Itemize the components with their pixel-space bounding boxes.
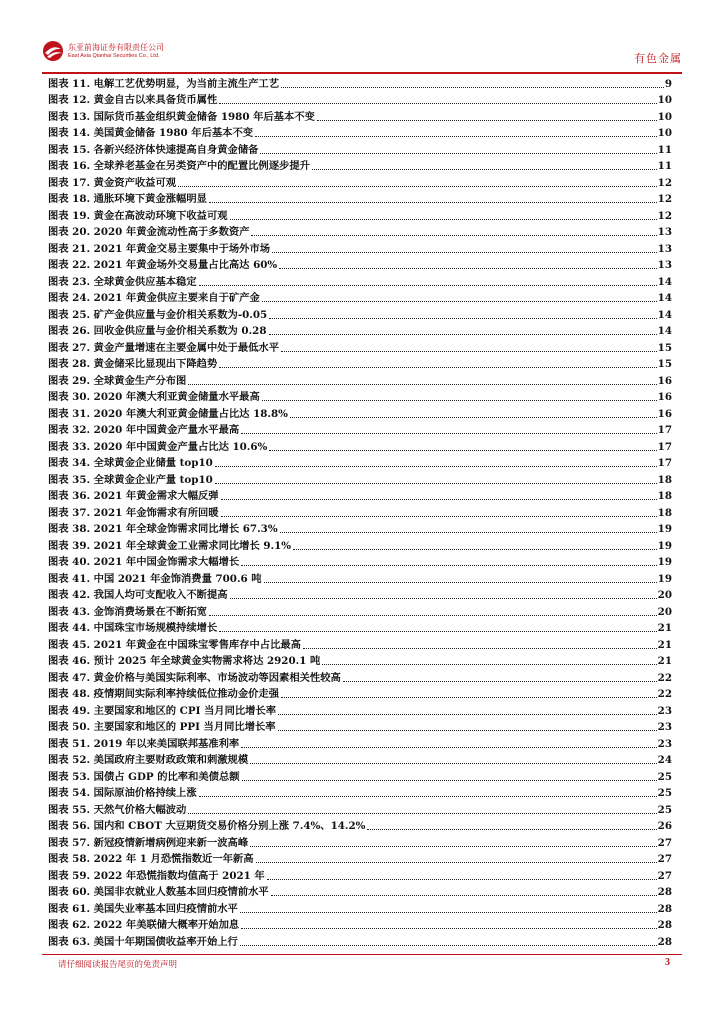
toc-entry-page: 21 [657, 655, 672, 667]
toc-entry-label: 图表 39. 2021 年全球黄金工业需求同比增长 9.1% [48, 539, 292, 552]
toc-entry-label: 图表 18. 通胀环境下黄金涨幅明显 [48, 193, 207, 205]
toc-dot-leader [221, 499, 657, 500]
toc-dot-leader [303, 648, 657, 649]
toc-dot-leader [219, 631, 656, 632]
toc-dot-leader [312, 169, 657, 170]
toc-entry-label: 图表 41. 中国 2021 年金饰消费量 700.6 吨 [48, 572, 262, 585]
toc-entry-label: 图表 14. 美国黄金储备 1980 年后基本不变 [48, 127, 254, 139]
toc-entry[interactable] [48, 932, 672, 949]
toc-entry[interactable] [48, 619, 672, 636]
toc-entry[interactable] [48, 685, 672, 702]
toc-entry-page: 22 [657, 688, 672, 700]
toc-dot-leader [278, 714, 657, 715]
toc-entry-label: 图表 63. 美国十年期国债收益率开始上行 [48, 935, 238, 948]
toc-dot-leader [322, 664, 656, 665]
toc-entry[interactable] [48, 899, 672, 916]
toc-entry-page: 27 [657, 869, 672, 882]
toc-dot-leader [199, 796, 657, 797]
toc-dot-leader [250, 763, 657, 764]
toc-entry[interactable] [48, 157, 672, 174]
toc-entry-page: 10 [657, 127, 672, 139]
toc-dot-leader [256, 862, 657, 863]
toc-entry[interactable] [48, 883, 672, 900]
toc-dot-leader [230, 598, 657, 599]
toc-entry-page: 15 [657, 341, 672, 354]
toc-entry-page: 23 [657, 737, 672, 750]
toc-entry[interactable] [48, 256, 672, 273]
toc-entry-label: 图表 21. 2021 年黄金交易主要集中于场外市场 [48, 242, 271, 255]
toc-dot-leader [241, 747, 656, 748]
toc-entry[interactable] [48, 751, 672, 768]
toc-entry-page: 28 [657, 902, 672, 915]
toc-entry-label: 图表 46. 预计 2025 年全球黄金实物需求将达 2920.1 吨 [48, 655, 321, 667]
toc-entry-page: 19 [657, 556, 672, 568]
toc-entry[interactable] [48, 371, 672, 388]
toc-entry-label: 图表 23. 全球黄金供应基本稳定 [48, 275, 197, 288]
toc-entry[interactable] [48, 586, 672, 603]
toc-entry-label: 图表 17. 黄金资产收益可观 [48, 176, 177, 189]
toc-dot-leader [281, 87, 664, 88]
toc-entry-label: 图表 59. 2022 年恐慌指数均值高于 2021 年 [48, 869, 265, 882]
toc-dot-leader [260, 153, 656, 154]
toc-entry[interactable] [48, 833, 672, 850]
toc-entry-page: 23 [657, 721, 672, 733]
toc-entry-page: 19 [657, 539, 672, 552]
toc-entry-page: 22 [657, 671, 672, 684]
toc-entry-label: 图表 44. 中国珠宝市场规模持续增长 [48, 622, 218, 634]
toc-entry-page: 14 [657, 308, 672, 321]
toc-entry[interactable] [48, 652, 672, 669]
toc-entry[interactable] [48, 734, 672, 751]
toc-entry-label: 图表 20. 2020 年黄金流动性高于多数资产 [48, 226, 250, 238]
toc-entry-page: 18 [657, 490, 672, 502]
toc-entry-label: 图表 32. 2020 年中国黄金产量水平最高 [48, 424, 240, 436]
toc-entry-page: 11 [657, 160, 672, 172]
footer-divider [42, 954, 682, 955]
toc-entry-label: 图表 52. 美国政府主要财政政策和刺激规模 [48, 754, 249, 766]
company-name-cn: 东亚前海证券有限责任公司 [68, 43, 164, 52]
toc-entry-label: 图表 25. 矿产金供应量与金价相关系数为-0.05 [48, 308, 268, 321]
toc-entry-label: 图表 24. 2021 年黄金供应主要来自于矿产金 [48, 292, 260, 304]
toc-entry[interactable] [48, 91, 672, 108]
toc-entry-page: 25 [657, 770, 672, 783]
toc-dot-leader [241, 433, 656, 434]
toc-entry[interactable] [48, 338, 672, 355]
toc-entry-page: 23 [657, 704, 672, 717]
toc-entry-page: 18 [657, 473, 672, 486]
toc-entry-label: 图表 57. 新冠疫情新增病例迎来新一波高峰 [48, 836, 249, 849]
toc-dot-leader [188, 813, 656, 814]
toc-dot-leader [240, 912, 657, 913]
toc-entry-label: 图表 40. 2021 年中国金饰需求大幅增长 [48, 556, 240, 568]
toc-dot-leader [293, 549, 657, 550]
toc-entry-label: 图表 19. 黄金在高波动环境下收益可观 [48, 209, 228, 222]
toc-entry[interactable] [48, 140, 672, 157]
toc-entry-page: 10 [657, 110, 672, 123]
toc-entry[interactable] [48, 602, 672, 619]
toc-dot-leader [242, 780, 657, 781]
toc-entry[interactable] [48, 355, 672, 372]
toc-dot-leader [367, 829, 656, 830]
toc-entry-label: 图表 28. 黄金储采比显现出下降趋势 [48, 358, 218, 370]
toc-entry-page: 20 [657, 605, 672, 618]
toc-entry-label: 图表 58. 2022 年 1 月恐慌指数近一年新高 [48, 853, 254, 865]
toc-entry[interactable] [48, 916, 672, 933]
toc-entry-page: 12 [657, 176, 672, 189]
toc-entry-page: 11 [657, 143, 672, 156]
toc-entry[interactable] [48, 173, 672, 190]
toc-entry-label: 图表 62. 2022 年美联储大概率开始加息 [48, 919, 240, 931]
toc-entry[interactable] [48, 800, 672, 817]
toc-dot-leader [251, 235, 656, 236]
toc-entry[interactable] [48, 272, 672, 289]
toc-dot-leader [279, 268, 656, 269]
toc-entry-page: 17 [657, 424, 672, 436]
toc-entry-page: 27 [657, 853, 672, 865]
company-name-en: East Asia Qianhai Securities Co., Ltd. [68, 53, 160, 59]
toc-entry[interactable] [48, 107, 672, 124]
toc-entry-label: 图表 53. 国债占 GDP 的比率和美债总额 [48, 770, 240, 783]
toc-entry-page: 16 [657, 374, 672, 387]
toc-entry-label: 图表 45. 2021 年黄金在中国珠宝零售库存中占比最高 [48, 638, 301, 651]
toc-entry[interactable] [48, 536, 672, 553]
toc-entry-label: 图表 31. 2020 年澳大利亚黄金储量占比达 18.8% [48, 407, 288, 420]
toc-entry[interactable] [48, 223, 672, 240]
toc-entry-label: 图表 12. 黄金自古以来具备货币属性 [48, 94, 218, 106]
toc-entry-label: 图表 34. 全球黄金企业储量 top10 [48, 457, 213, 469]
toc-entry[interactable] [48, 124, 672, 141]
company-logo-icon [42, 40, 64, 62]
toc-dot-leader [281, 697, 657, 698]
toc-dot-leader [215, 483, 657, 484]
toc-entry-page: 24 [657, 754, 672, 766]
toc-entry[interactable] [48, 784, 672, 801]
toc-entry-page: 19 [657, 572, 672, 585]
toc-entry-label: 图表 43. 金饰消费场景在不断拓宽 [48, 605, 207, 618]
toc-entry-label: 图表 13. 国际货币基金组织黄金储备 1980 年后基本不变 [48, 110, 315, 123]
toc-entry-page: 21 [657, 638, 672, 651]
toc-entry-label: 图表 60. 美国非农就业人数基本回归疫情前水平 [48, 886, 269, 898]
sector-label: 有色金属 [634, 52, 682, 65]
toc-entry[interactable] [48, 866, 672, 883]
toc-dot-leader [215, 466, 657, 467]
toc-entry[interactable] [48, 305, 672, 322]
toc-entry-label: 图表 54. 国际原油价格持续上涨 [48, 787, 197, 799]
toc-dot-leader [178, 186, 657, 187]
toc-entry-page: 16 [657, 391, 672, 403]
toc-entry-page: 15 [657, 358, 672, 370]
toc-entry-page: 14 [657, 325, 672, 337]
toc-entry[interactable] [48, 74, 672, 91]
toc-entry-page: 12 [657, 193, 672, 205]
toc-entry-label: 图表 15. 各新兴经济体快速提高自身黄金储备 [48, 143, 259, 156]
toc-entry-page: 13 [657, 242, 672, 255]
toc-dot-leader [267, 879, 657, 880]
toc-dot-leader [199, 285, 657, 286]
toc-dot-leader [290, 417, 657, 418]
toc-entry[interactable] [48, 487, 672, 504]
toc-dot-leader [280, 532, 657, 533]
toc-dot-leader [269, 318, 656, 319]
toc-entry-page: 19 [657, 523, 672, 535]
toc-entry-page: 14 [657, 275, 672, 288]
toc-entry[interactable] [48, 454, 672, 471]
company-logo [42, 36, 202, 66]
toc-entry-label: 图表 22. 2021 年黄金场外交易量占比高达 60% [48, 259, 278, 271]
toc-entry[interactable] [48, 503, 672, 520]
toc-dot-leader [241, 928, 656, 929]
toc-entry-page: 27 [657, 836, 672, 849]
toc-entry-label: 图表 27. 黄金产量增速在主要金属中处于最低水平 [48, 341, 280, 354]
toc-dot-leader [221, 516, 657, 517]
toc-entry[interactable] [48, 569, 672, 586]
toc-entry-label: 图表 42. 我国人均可支配收入不断提高 [48, 589, 228, 601]
toc-entry-label: 图表 16. 全球养老基金在另类资产中的配置比例逐步提升 [48, 160, 310, 172]
toc-entry-page: 28 [657, 886, 672, 898]
toc-dot-leader [240, 945, 657, 946]
toc-dot-leader [262, 400, 657, 401]
disclaimer-text: 请仔细阅读报告尾页的免责声明 [58, 960, 178, 970]
toc-entry-page: 25 [657, 803, 672, 816]
toc-dot-leader [271, 895, 657, 896]
toc-entry[interactable] [48, 701, 672, 718]
toc-dot-leader [269, 450, 656, 451]
toc-entry[interactable] [48, 470, 672, 487]
toc-entry-page: 14 [657, 292, 672, 304]
toc-entry[interactable] [48, 553, 672, 570]
toc-entry-page: 26 [657, 820, 672, 832]
toc-entry[interactable] [48, 767, 672, 784]
toc-entry[interactable] [48, 388, 672, 405]
toc-entry[interactable] [48, 850, 672, 867]
toc-dot-leader [241, 565, 656, 566]
toc-entry-label: 图表 56. 国内和 CBOT 大豆期货交易价格分别上涨 7.4%、14.2% [48, 820, 366, 832]
toc-entry-label: 图表 35. 全球黄金企业产量 top10 [48, 473, 213, 486]
toc-dot-leader [219, 367, 656, 368]
toc-dot-leader [250, 846, 657, 847]
toc-entry-label: 图表 49. 主要国家和地区的 CPI 当月同比增长率 [48, 704, 277, 717]
toc-dot-leader [278, 730, 657, 731]
toc-entry-label: 图表 29. 全球黄金生产分布图 [48, 374, 187, 387]
toc-entry-page: 12 [657, 209, 672, 222]
toc-entry-page: 13 [657, 259, 672, 271]
toc-entry[interactable] [48, 437, 672, 454]
toc-entry-label: 图表 30. 2020 年澳大利亚黄金储量水平最高 [48, 391, 260, 403]
toc-dot-leader [264, 582, 657, 583]
toc-dot-leader [343, 681, 657, 682]
toc-dot-leader [230, 219, 657, 220]
toc-entry[interactable] [48, 239, 672, 256]
toc-entry-page: 28 [657, 919, 672, 931]
page-number: 3 [665, 957, 670, 968]
toc-dot-leader [262, 301, 657, 302]
toc-entry[interactable] [48, 421, 672, 438]
toc-dot-leader [281, 351, 657, 352]
toc-entry-page: 28 [657, 935, 672, 948]
toc-dot-leader [269, 334, 657, 335]
toc-entry-label: 图表 37. 2021 年金饰需求有所回暖 [48, 506, 219, 519]
toc-entry-label: 图表 36. 2021 年黄金需求大幅反弹 [48, 490, 219, 502]
toc-dot-leader [219, 103, 656, 104]
toc-entry-label: 图表 47. 黄金价格与美国实际利率、市场波动等因素相关性较高 [48, 671, 341, 684]
toc-dot-leader [209, 202, 657, 203]
toc-dot-leader [209, 615, 657, 616]
toc-entry-page: 17 [657, 457, 672, 469]
toc-entry-page: 9 [664, 77, 672, 90]
toc-entry-label: 图表 61. 美国失业率基本回归疫情前水平 [48, 902, 238, 915]
toc-dot-leader [317, 120, 657, 121]
toc-entry[interactable] [48, 190, 672, 207]
toc-entry-page: 20 [657, 589, 672, 601]
toc-entry-page: 10 [657, 94, 672, 106]
toc-entry-label: 图表 55. 天然气价格大幅波动 [48, 803, 187, 816]
toc-entry-label: 图表 50. 主要国家和地区的 PPI 当月同比增长率 [48, 721, 276, 733]
toc-entry-label: 图表 48. 疫情期间实际利率持续低位推动金价走强 [48, 688, 280, 700]
toc-entry[interactable] [48, 668, 672, 685]
page-header [42, 36, 682, 72]
toc-entry-label: 图表 11. 电解工艺优势明显，为当前主流生产工艺 [48, 77, 280, 90]
toc-entry[interactable] [48, 718, 672, 735]
toc-entry[interactable] [48, 817, 672, 834]
toc-entry-page: 21 [657, 622, 672, 634]
toc-entry[interactable] [48, 404, 672, 421]
toc-entry[interactable] [48, 322, 672, 339]
toc-entry-label: 图表 38. 2021 年全球金饰需求同比增长 67.3% [48, 523, 278, 535]
toc-entry-label: 图表 33. 2020 年中国黄金产量占比达 10.6% [48, 440, 268, 453]
toc-entry[interactable] [48, 206, 672, 223]
toc-dot-leader [255, 136, 657, 137]
toc-entry-page: 17 [657, 440, 672, 453]
toc-entry-page: 18 [657, 506, 672, 519]
toc-entry-label: 图表 51. 2019 年以来美国联邦基准利率 [48, 737, 240, 750]
toc-entry[interactable] [48, 289, 672, 306]
toc-entry-page: 13 [657, 226, 672, 238]
toc-entry-page: 16 [657, 407, 672, 420]
toc-entry-label: 图表 26. 回收金供应量与金价相关系数为 0.28 [48, 325, 267, 337]
toc-entry[interactable] [48, 520, 672, 537]
toc-dot-leader [272, 252, 657, 253]
toc-entry[interactable] [48, 635, 672, 652]
toc-entry-page: 25 [657, 787, 672, 799]
toc-dot-leader [188, 384, 656, 385]
figure-index [48, 74, 672, 949]
